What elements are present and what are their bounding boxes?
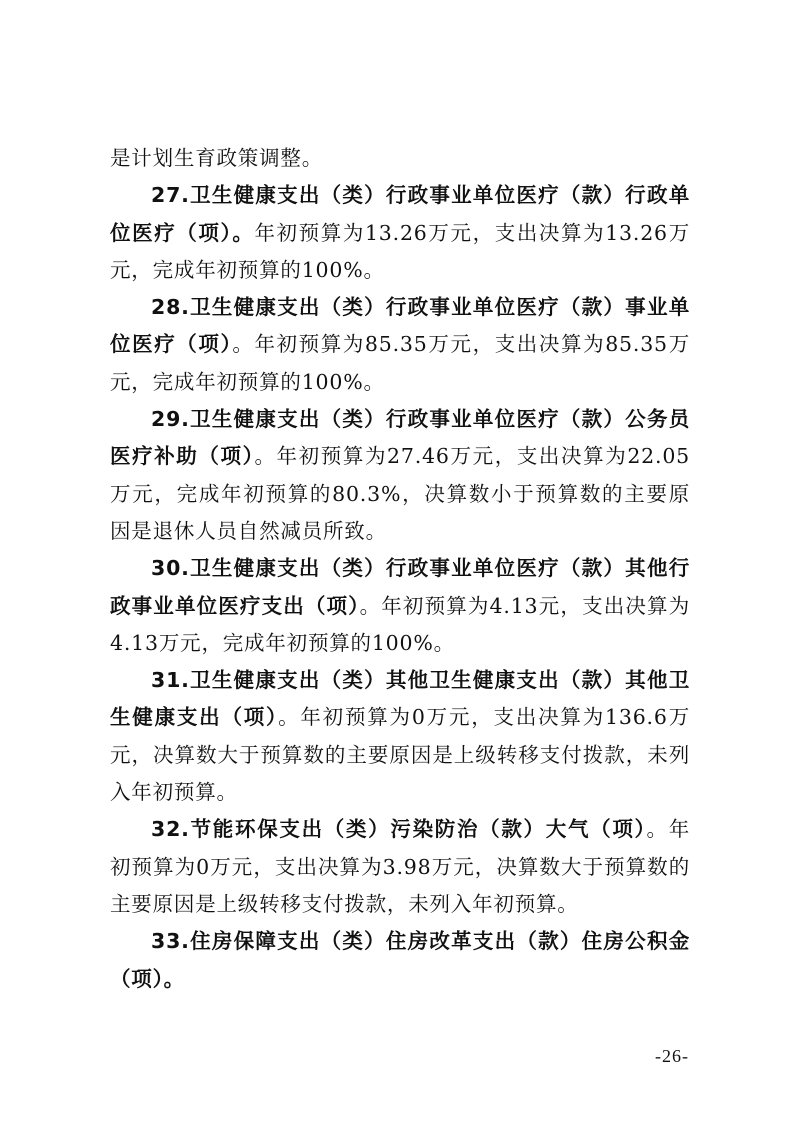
paragraph-text: 。年初预算为0万元，支出决算为3.98万元，决算数大于预算数的主要原因是上级转移支付拨款，未列入年初预算。 [110, 817, 690, 916]
paragraph-text: 是计划生育政策调整。 [110, 146, 323, 170]
paragraph-text: 。年初预算为27.46万元，支出决算为22.05万元，完成年初预算的80.3%，决算数小于预算数的主要原因是退休人员自然减员所致。 [110, 444, 691, 543]
document-body [110, 140, 690, 998]
paragraph-heading: 31.卫生健康支出（类）其他卫生健康支出（款）其他卫生健康支出（项） [110, 668, 690, 730]
paragraph-heading: 29.卫生健康支出（类）行政事业单位医疗（款）公务员医疗补助（项） [110, 407, 690, 469]
paragraph-text: 。年初预算为4.13元，支出决算为4.13万元，完成年初预算的100%。 [110, 593, 690, 655]
paragraph-29 [110, 401, 690, 550]
paragraph-33 [110, 923, 690, 998]
paragraph-text: 年初预算为13.26万元，支出决算为13.26万元，完成年初预算的100%。 [110, 220, 691, 282]
paragraph-heading: 28.卫生健康支出（类）行政事业单位医疗（款）事业单位医疗（项） [110, 295, 690, 357]
paragraph-heading: 32.节能环保支出（类）污染防治（款）大气（项） [151, 817, 647, 842]
paragraph-30 [110, 550, 690, 662]
paragraph-heading: 30.卫生健康支出（类）行政事业单位医疗（款）其他行政事业单位医疗支出（项） [110, 556, 690, 618]
paragraph-heading: 33.住房保障支出（类）住房改革支出（款）住房公积金（项）。 [110, 929, 690, 991]
paragraph-32 [110, 811, 690, 923]
paragraph-31 [110, 662, 690, 811]
paragraph-28 [110, 289, 690, 401]
page-number: -26- [655, 1046, 689, 1066]
paragraph-26-continuation [110, 140, 690, 177]
paragraph-text: 。年初预算为85.35万元，支出决算为85.35万元，完成年初预算的100%。 [110, 332, 690, 394]
paragraph-text: 。年初预算为0万元，支出决算为136.6万元，决算数大于预算数的主要原因是上级转移支付拨款，未列入年初预算。 [110, 705, 690, 805]
paragraph-heading: 27.卫生健康支出（类）行政事业单位医疗（款）行政单位医疗（项）。 [110, 183, 690, 245]
paragraph-27 [110, 177, 690, 289]
